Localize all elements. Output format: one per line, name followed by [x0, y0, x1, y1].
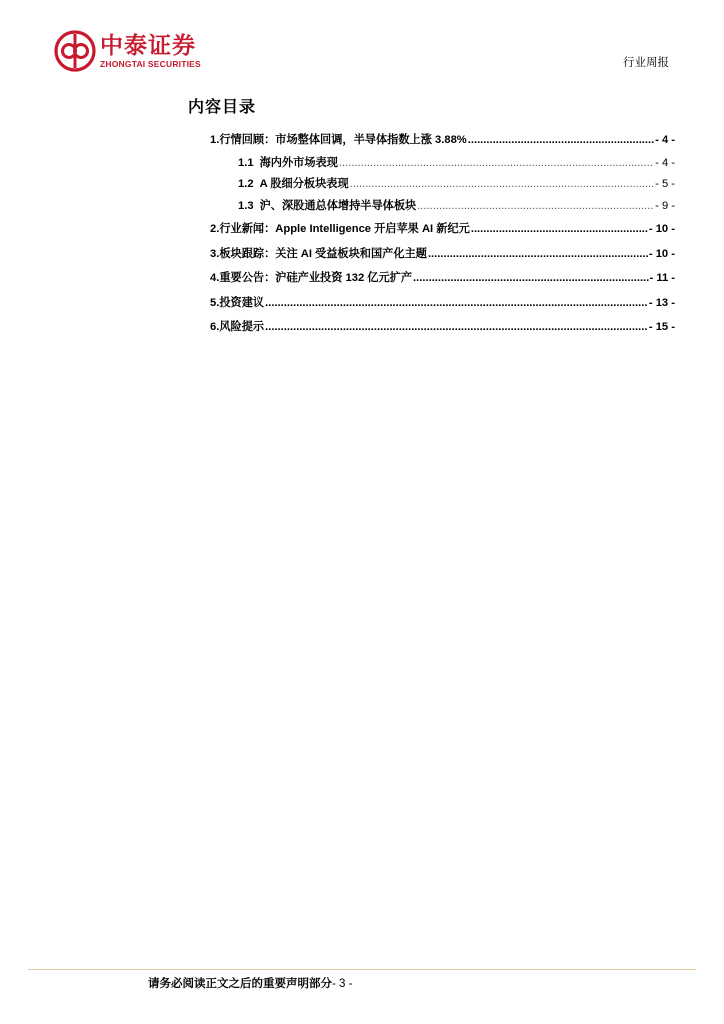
toc-entry-1-1[interactable] [210, 153, 675, 175]
toc-entry-2[interactable] [210, 217, 675, 242]
toc-entry-label: 海内外市场表现 [259, 156, 338, 169]
toc-dot-leader [413, 266, 648, 291]
toc-entry-page: - 4 - [655, 156, 675, 169]
toc-entry-number: 1. [210, 134, 220, 146]
toc-entry-number: 1.2 [238, 178, 254, 190]
logo-chinese-name: 中泰证券 [100, 33, 196, 59]
toc-entry-number: 3. [210, 247, 220, 260]
toc-entry-5[interactable] [210, 291, 675, 316]
toc-entry-label: 重要公告：沪硅产业投资 132 亿元扩产 [219, 272, 413, 284]
toc-entry-page: - 13 - [648, 296, 675, 309]
toc-entry-label: 行情回顾：市场整体回调，半导体指数上涨 3.88% [219, 134, 467, 146]
toc-entry-label: 投资建议 [219, 296, 265, 309]
toc-dot-leader [428, 242, 648, 267]
toc-entry-6[interactable] [210, 315, 675, 340]
zhongtai-logo-icon [54, 30, 96, 72]
toc-dot-leader [265, 315, 648, 340]
toc-entry-page: - 4 - [655, 134, 675, 146]
logo-english-name: ZHONGTAI SECURITIES [100, 59, 201, 69]
toc-entry-page: - 5 - [655, 178, 675, 190]
toc-entry-page: - 15 - [648, 321, 675, 333]
company-logo [54, 30, 201, 72]
toc-entry-label: 行业新闻：Apple Intelligence 开启苹果 AI 新纪元 [219, 223, 470, 235]
toc-entry-page: - 11 - [649, 272, 675, 284]
toc-entry-label: 沪、深股通总体增持半导体板块 [259, 199, 417, 212]
footer-disclaimer: 请务必阅读正文之后的重要声明部分 [148, 976, 332, 990]
toc-entry-1[interactable] [210, 128, 675, 153]
footer-page-number: - 3 - [332, 978, 353, 990]
toc-dot-leader [265, 291, 648, 316]
toc-entry-number: 6. [210, 321, 220, 333]
toc-dot-leader [471, 217, 648, 242]
toc-entry-label: 风险提示 [219, 321, 265, 333]
toc-dot-leader [339, 153, 654, 175]
toc-entry-3[interactable] [210, 242, 675, 267]
footer-divider [28, 969, 696, 970]
toc-entry-number: 2. [210, 223, 220, 235]
toc-title: 内容目录 [188, 97, 257, 116]
toc-entry-page: - 10 - [648, 247, 675, 260]
toc-entry-label: 板块跟踪：关注 AI 受益板块和国产化主题 [219, 247, 427, 260]
toc-entry-number: 1.3 [238, 199, 254, 212]
toc-entry-number: 1.1 [238, 156, 254, 169]
toc-entry-number: 4. [210, 272, 220, 284]
report-type: 行业周报 [623, 55, 669, 69]
toc-dot-leader [468, 128, 654, 153]
toc-entry-page: - 10 - [648, 223, 675, 235]
footer [148, 975, 352, 991]
table-of-contents [210, 128, 675, 340]
toc-entry-number: 5. [210, 296, 220, 309]
toc-entry-1-2[interactable] [210, 174, 675, 196]
toc-entry-label: A 股细分板块表现 [259, 178, 349, 190]
toc-entry-1-3[interactable] [210, 196, 675, 218]
toc-dot-leader [350, 174, 654, 196]
toc-dot-leader [417, 196, 654, 218]
toc-entry-page: - 9 - [655, 199, 675, 212]
toc-entry-4[interactable] [210, 266, 675, 291]
